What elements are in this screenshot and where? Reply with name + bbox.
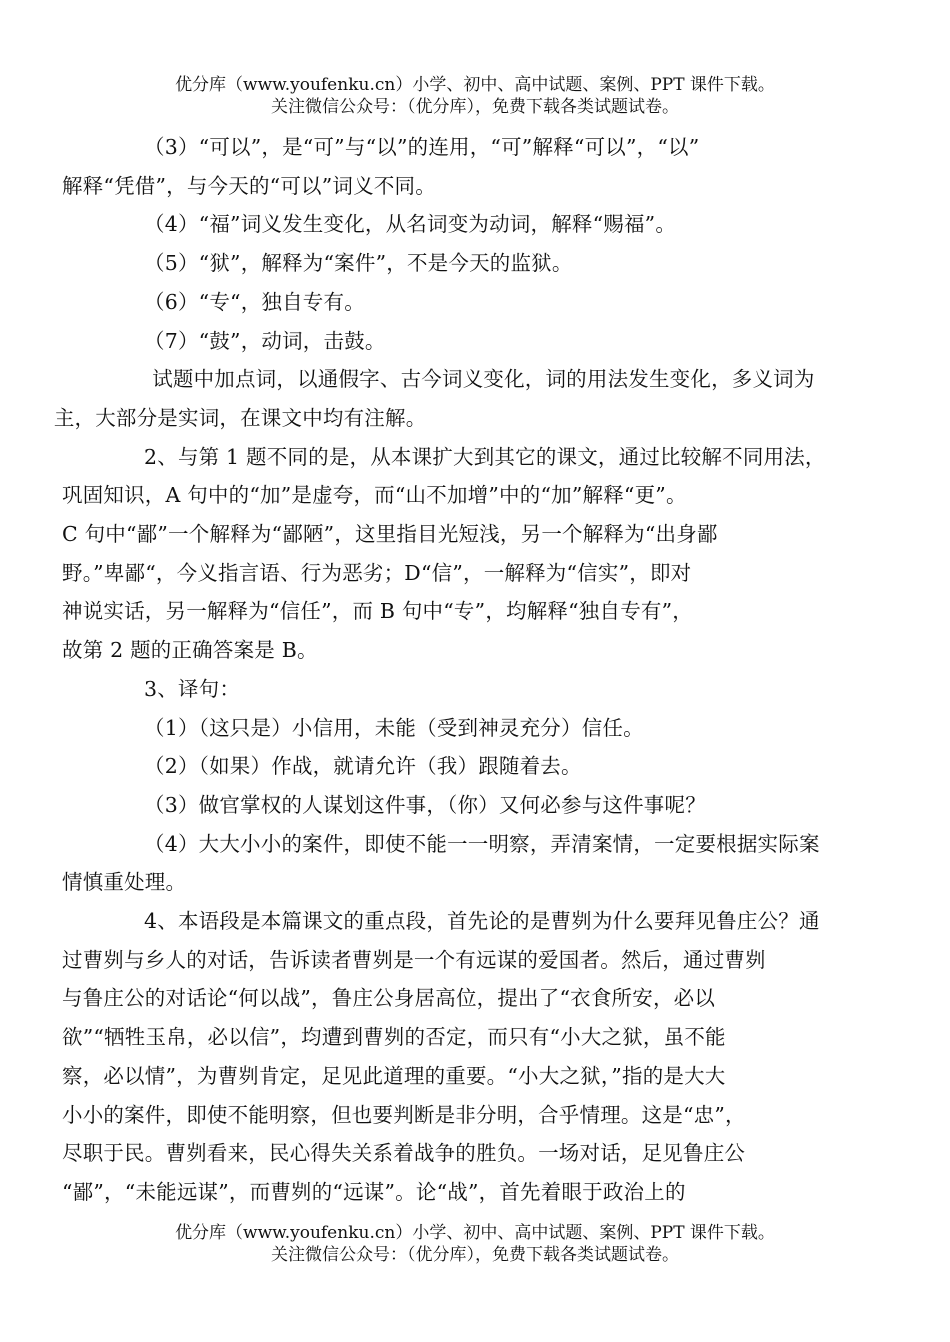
text-line: 试题中加点词，以通假字、古今词义变化，词的用法发生变化，多义词为 xyxy=(152,367,815,392)
page-footer xyxy=(0,1222,950,1266)
text-line: 尽职于民。曹刿看来，民心得失关系着战争的胜负。一场对话，足见鲁庄公 xyxy=(62,1141,746,1166)
text-line: 过曹刿与乡人的对话，告诉读者曹刿是一个有远谋的爱国者。然后，通过曹刿 xyxy=(62,947,766,972)
text-line: （4）大大小小的案件，即使不能一一明察，弄清案情，一定要根据实际案 xyxy=(144,831,820,856)
text-line: C 句中“鄙”一个解释为“鄙陋”，这里指目光短浅，另一个解释为“出身鄙 xyxy=(62,522,718,547)
paragraph-translation-2 xyxy=(103,747,849,786)
text-line: 4、本语段是本篇课文的重点段，首先论的是曹刿为什么要拜见鲁庄公？通 xyxy=(144,909,820,934)
text-line: 与鲁庄公的对话论“何以战”，鲁庄公身居高位，提出了“衣食所安，必以 xyxy=(62,986,716,1011)
text-line: 故第 2 题的正确答案是 B。 xyxy=(62,638,318,663)
text-line: 神说实话，另一解释为“信任”，而 B 句中“专”，均解释“独自专有”， xyxy=(62,599,693,624)
text-line: 野。”卑鄙“，今义指言语、行为恶劣；D“信”，一解释为“信实”，即对 xyxy=(62,560,692,585)
footer-line-1: 优分库（www.youfenku.cn）小学、初中、高中试题、案例、PPT 课件下载。 xyxy=(175,1223,775,1243)
text-line: （6）“专“，独自专有。 xyxy=(144,289,365,314)
text-line: 3、译句： xyxy=(144,676,241,701)
paragraph-3-meaning-keyi xyxy=(62,128,849,205)
text-line: （5）“狱”，解释为“案件”，不是今天的监狱。 xyxy=(144,251,573,276)
paragraph-translation-3 xyxy=(103,786,849,825)
footer-line-2: 关注微信公众号：（优分库），免费下载各类试题试卷。 xyxy=(271,1245,679,1265)
text-line: 主，大部分是实词，在课文中均有注解。 xyxy=(53,405,427,430)
text-line: 解释“凭借”，与今天的“可以”词义不同。 xyxy=(62,173,436,198)
header-line-2: 关注微信公众号：（优分库），免费下载各类试题试卷。 xyxy=(271,97,679,117)
text-line: （7）“鼓”，动词，击鼓。 xyxy=(144,328,386,353)
paragraph-answer-q4 xyxy=(62,902,849,1212)
text-line: 巩固知识，A 句中的“加”是虚夸，而“山不加增”中的“加”解释“更”。 xyxy=(62,483,687,508)
header-line-1: 优分库（www.youfenku.cn）小学、初中、高中试题、案例、PPT 课件下载。 xyxy=(175,75,775,95)
text-line: （2）（如果）作战，就请允许（我）跟随着去。 xyxy=(144,754,582,779)
paragraph-4-meaning-fu xyxy=(103,205,849,244)
text-line: 察，必以情”，为曹刿肯定，足见此道理的重要。“小大之狱，”指的是大大 xyxy=(62,1063,726,1088)
paragraph-6-meaning-zhuan xyxy=(103,283,849,322)
paragraph-answer-q2 xyxy=(62,438,849,670)
text-line: 小小的案件，即使不能明察，但也要判断是非分明，合乎情理。这是“忠”， xyxy=(62,1102,746,1127)
text-line: （3）“可以”，是“可”与“以”的连用，“可”解释“可以”，“以” xyxy=(144,135,700,159)
text-line: （3）做官掌权的人谋划这件事，（你）又何必参与这件事呢？ xyxy=(144,792,706,817)
paragraph-heading-q3 xyxy=(103,670,849,709)
text-line: “鄙”，“未能远谋”，而曹刿的“远谋”。论“战”，首先着眼于政治上的 xyxy=(62,1179,686,1204)
paragraph-7-meaning-gu xyxy=(103,322,849,361)
paragraph-translation-1 xyxy=(103,709,849,748)
document-body xyxy=(53,128,849,1212)
text-line: 欲”“牺牲玉帛，必以信”，均遭到曹刿的否定，而只有“小大之狱，虽不能 xyxy=(62,1025,726,1050)
paragraph-summary-q1 xyxy=(53,360,849,437)
page-header xyxy=(0,74,950,118)
paragraph-5-meaning-yu xyxy=(103,244,849,283)
text-line: 2、与第 1 题不同的是，从本课扩大到其它的课文，通过比较解不同用法， xyxy=(144,444,826,469)
text-line: 情慎重处理。 xyxy=(62,870,187,895)
text-line: （1）（这只是）小信用，未能（受到神灵充分）信任。 xyxy=(144,715,644,740)
paragraph-translation-4 xyxy=(62,825,849,902)
text-line: （4）“福”词义发生变化，从名词变为动词，解释“赐福”。 xyxy=(144,212,677,237)
